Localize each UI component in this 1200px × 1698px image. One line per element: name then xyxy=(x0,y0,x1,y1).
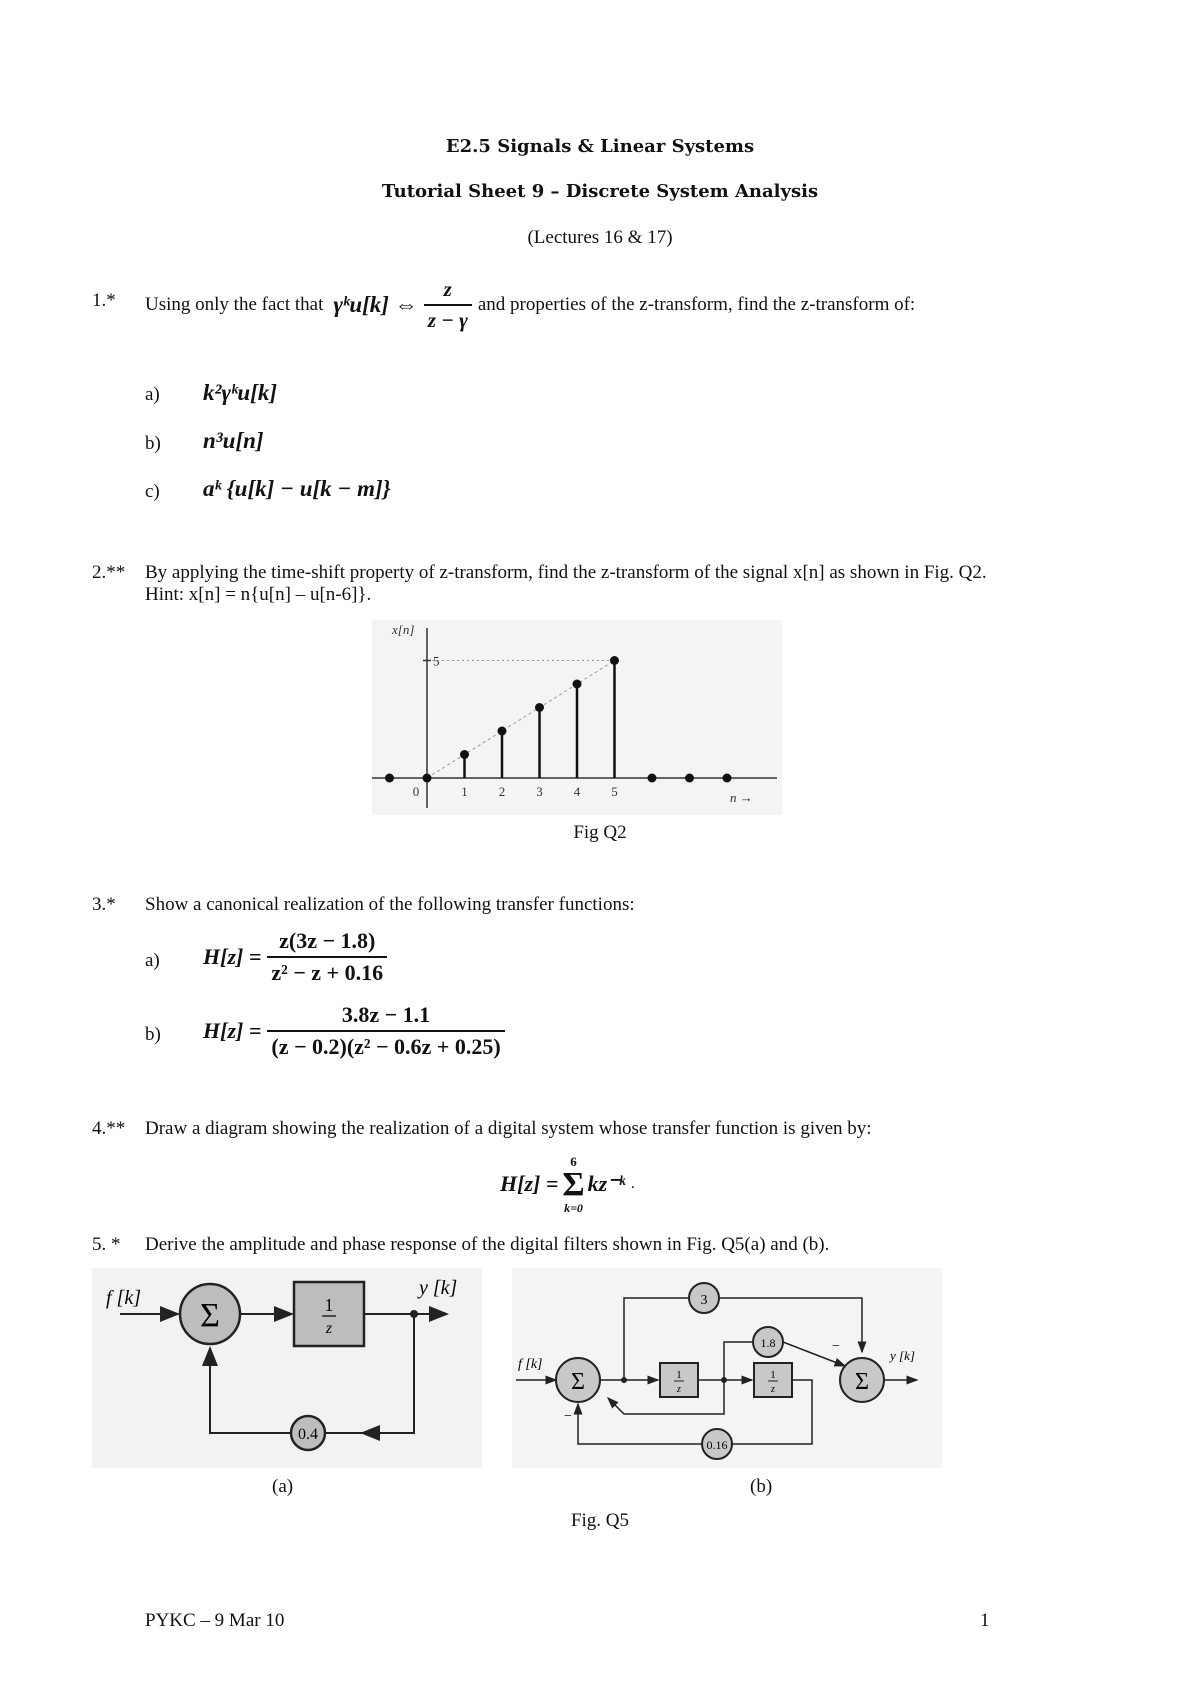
q4-term: kz⁻ᵏ xyxy=(587,1171,625,1196)
q1-part-c-expr: aᵏ {u[k] − u[k − m]} xyxy=(203,476,391,501)
fig-q5b-minus-2: − xyxy=(832,1339,840,1354)
x-tick-label-5: 5 xyxy=(611,784,618,799)
x-tick-label-3: 3 xyxy=(536,784,543,799)
q3-part-b-label: b) xyxy=(145,1024,161,1045)
fig-q5b-minus-1: − xyxy=(564,1409,572,1424)
fig-q5b-delay-1-num: 1 xyxy=(676,1369,682,1381)
x-axis-label: n → xyxy=(730,790,753,805)
point-n0 xyxy=(423,774,432,783)
fig-q5b-diagram xyxy=(512,1268,942,1468)
q1-pair-fraction xyxy=(424,277,472,333)
fig-q5a-sigma: Σ xyxy=(200,1297,220,1334)
q4-expression xyxy=(500,1154,635,1214)
fig-q5b-delay-1-den: z xyxy=(677,1384,681,1395)
fig-q5b-output-label: y [k] xyxy=(890,1348,915,1363)
q3-part-a-fraction xyxy=(267,928,387,986)
q1-text-after: and properties of the z-transform, find the z-transform of: xyxy=(477,294,916,315)
q4-lhs: H[z] = xyxy=(500,1171,559,1196)
q3-part-a-den: z² − z + 0.16 xyxy=(267,956,387,986)
point-n2 xyxy=(498,727,507,736)
fig-q5b-input-label: f [k] xyxy=(518,1357,543,1372)
q4-text: Draw a diagram showing the realization of a digital system whose transfer function is given by: xyxy=(145,1118,872,1139)
x-tick-label-2: 2 xyxy=(498,784,506,799)
fig-q5a-input-label: f [k] xyxy=(106,1287,141,1309)
q3-part-b-fraction xyxy=(267,1002,504,1060)
fig-q5b-delay-2-den: z xyxy=(771,1384,775,1395)
course-title: E2.5 Signals & Linear Systems xyxy=(445,136,755,157)
q4-sum-upper: 6 xyxy=(570,1153,577,1169)
q3-part-a-label: a) xyxy=(145,950,160,971)
sheet-title: Tutorial Sheet 9 – Discrete System Analysis xyxy=(381,181,819,202)
q2-text: By applying the time-shift property of z-transform, find the z-transform of the signal x[n] as shown in Fig. Q2. xyxy=(145,562,987,583)
fig-q5a-gain-label: 0.4 xyxy=(298,1426,318,1443)
footer-left: PYKC – 9 Mar 10 xyxy=(145,1610,285,1631)
point-n3 xyxy=(535,703,544,712)
fig-q5a-delay-den: z xyxy=(325,1320,333,1337)
x-tick-label-0: 0 xyxy=(412,784,420,799)
q1-pair-lhs: γᵏu[k] ⇔ xyxy=(333,292,418,317)
q1-pair-den: z − γ xyxy=(424,304,472,333)
q1-part-a-label: a) xyxy=(145,384,160,405)
q1-pair-num: z xyxy=(443,277,452,301)
fig-q5a-output-label: y [k] xyxy=(419,1277,458,1299)
fig-q5b-gain-top-label: 3 xyxy=(700,1293,708,1308)
q4-number: 4.** xyxy=(92,1118,126,1139)
q5-text: Derive the amplitude and phase response of the digital filters shown in Fig. Q5(a) and (b). xyxy=(145,1234,830,1255)
fig-q5a-diagram xyxy=(92,1268,482,1468)
q4-sum-lower: k=0 xyxy=(564,1200,583,1215)
point-n8 xyxy=(723,774,732,783)
q4-sigma: Σ xyxy=(562,1165,585,1203)
fig-q5-caption: Fig. Q5 xyxy=(570,1510,630,1531)
q4-end: . xyxy=(630,1175,635,1192)
q3-part-a-num: z(3z − 1.8) xyxy=(279,928,376,953)
point-n7 xyxy=(685,774,694,783)
x-tick-label-4: 4 xyxy=(573,784,581,799)
y-axis-label: x[n] xyxy=(392,622,415,637)
q1-part-b-expr: n³u[n] xyxy=(203,428,264,453)
fig-q5b-gain-bottom-label: 0.16 xyxy=(706,1438,728,1452)
point-n-1 xyxy=(385,774,394,783)
y-tick-label: 5 xyxy=(433,653,440,669)
page-number: 1 xyxy=(980,1610,990,1631)
q1-number: 1.* xyxy=(92,290,116,311)
q3-text: Show a canonical realization of the following transfer functions: xyxy=(145,894,635,915)
fig-q5b-sigma-2: Σ xyxy=(855,1369,869,1395)
lectures-note: (Lectures 16 & 17) xyxy=(527,227,673,248)
q3-part-a-expr xyxy=(203,928,387,986)
point-n4 xyxy=(573,680,582,689)
x-tick-label-1: 1 xyxy=(461,784,468,799)
q3-part-b-lhs: H[z] = xyxy=(203,1018,262,1043)
fig-q5b-label: (b) xyxy=(750,1476,773,1497)
point-n5 xyxy=(610,656,619,665)
fig-q5a-delay-num: 1 xyxy=(324,1295,334,1315)
q3-number: 3.* xyxy=(92,894,116,915)
fig-q2-caption: Fig Q2 xyxy=(573,822,627,843)
q1-text-before: Using only the fact that xyxy=(145,294,324,315)
q2-number: 2.** xyxy=(92,562,126,583)
q2-hint: Hint: x[n] = n{u[n] – u[n-6]}. xyxy=(145,584,372,605)
fig-q5b-gain-mid-label: 1.8 xyxy=(760,1336,776,1350)
q3-part-b-den: (z − 0.2)(z² − 0.6z + 0.25) xyxy=(267,1030,504,1060)
point-n1 xyxy=(460,750,469,759)
q3-part-a-lhs: H[z] = xyxy=(203,944,262,969)
q1-part-c-label: c) xyxy=(145,481,160,502)
q4-summation xyxy=(562,1155,584,1214)
fig-q2-stem-plot xyxy=(372,620,782,815)
q1-text xyxy=(145,277,915,333)
fig-q5b-sigma-1: Σ xyxy=(571,1369,585,1395)
q1-part-b-label: b) xyxy=(145,433,161,454)
q3-part-b-num: 3.8z − 1.1 xyxy=(341,1002,431,1027)
fig-q5a-label: (a) xyxy=(272,1476,294,1497)
q1-part-a-expr: k²γᵏu[k] xyxy=(203,380,277,405)
fig-q5b-delay-2-num: 1 xyxy=(770,1369,776,1381)
point-n6 xyxy=(648,774,657,783)
q5-number: 5. * xyxy=(92,1234,121,1255)
q3-part-b-expr xyxy=(203,1002,505,1060)
